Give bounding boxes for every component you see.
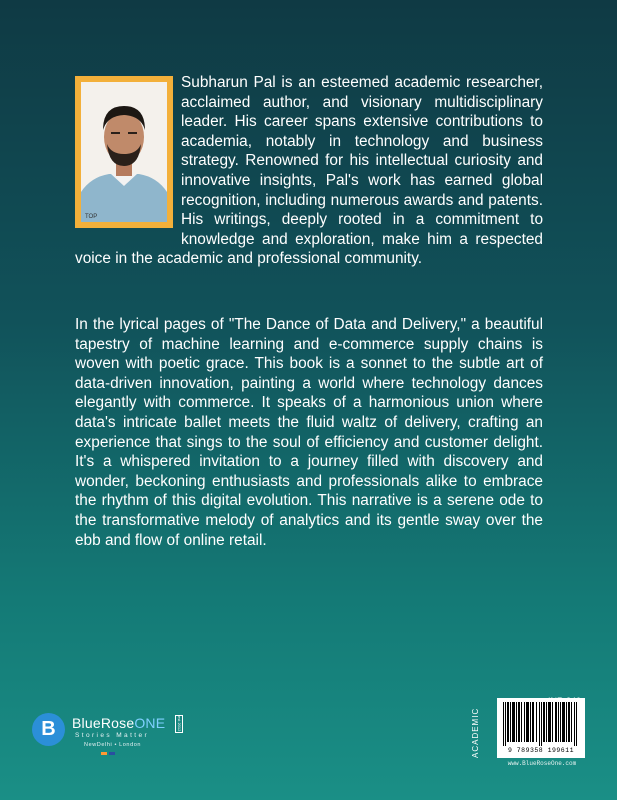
barcode-icon (501, 702, 581, 746)
publisher-name (72, 715, 165, 731)
publisher-name-part1: BlueRose (72, 715, 135, 731)
publisher-cities: NewDelhi • London (84, 742, 142, 748)
barcode (497, 698, 585, 758)
isbn-number: 9 789358 199611 (507, 747, 574, 754)
photo-spacer (75, 73, 181, 245)
publisher-flags-icon (101, 751, 117, 757)
publisher-logo-letter: B (41, 718, 56, 740)
book-blurb: In the lyrical pages of "The Dance of Data and Delivery," a beautiful tapestry of machine learning and e-commerce supply chains is woven with poetic grace. This book is a sonnet to the subtle art of data-driven innovation, painting a world where technology dances elegantly with commerce. It speaks of a harmonious union where data's intricate ballet meets the fluid waltz of delivery, crafting an experience that sings to the soul of efficiency and customer delight. It's a whispered invitation to a journey filled with discovery and wonder, beckoning enthusiasts and professionals alike to embrace the rhythm of this digital evolution. This narrative is a serene ode to the transformative melody of analytics and its gentle sway over the ebb and flow of online retail. (75, 316, 543, 549)
publisher-name-part2: ONE (134, 715, 166, 731)
publisher-tagline: Stories Matter (75, 732, 150, 739)
publisher-website: www.BlueRoseOne.com (507, 760, 577, 767)
genre-label: ACADEMIC (471, 707, 480, 758)
author-bio-text: Subharun Pal is an esteemed academic researcher, acclaimed author, and visionary multidisciplinary leader. His career spans extensive contributions to academia, notably in technology and business strategy. Renowned for his intellectual curiosity and innovative insights, Pal's work has earned global recognition, including numerous awards and patents. His writings, deeply rooted in a commitment to knowledge and exploration, make him a respected voice in the academic and professional community. (75, 74, 543, 268)
publisher-est-badge: est 2012 (177, 716, 182, 732)
author-bio (75, 73, 543, 269)
publisher-logo-icon (32, 713, 65, 746)
photo-tag: TOP (85, 214, 98, 220)
